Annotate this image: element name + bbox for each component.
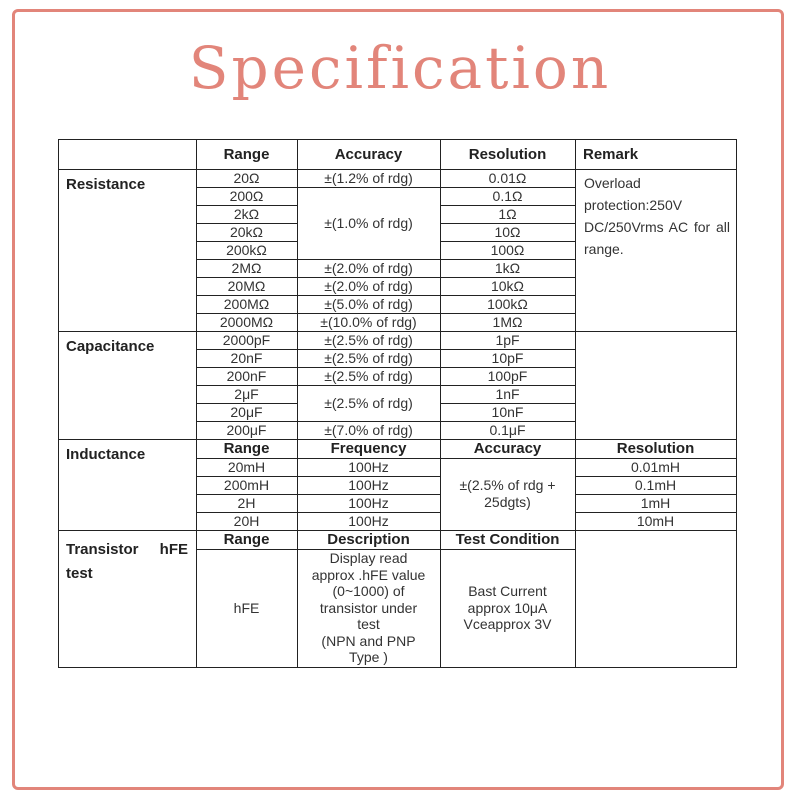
section-resistance: Resistance xyxy=(66,176,146,193)
resistance-range: 20kΩ xyxy=(229,223,264,240)
resistance-range: 20MΩ xyxy=(227,277,266,294)
capacitance-resolution: 10pF xyxy=(491,349,524,366)
resistance-accuracy: ±(5.0% of rdg) xyxy=(324,295,413,312)
capacitance-resolution: 0.1μF xyxy=(489,421,526,438)
capacitance-accuracy: ±(2.5% of rdg) xyxy=(324,349,413,366)
inductance-frequency: 100Hz xyxy=(348,494,389,511)
resistance-accuracy: ±(1.2% of rdg) xyxy=(324,169,413,186)
capacitance-range: 2μF xyxy=(234,385,259,402)
resistance-resolution: 0.01Ω xyxy=(488,169,527,186)
section-capacitance: Capacitance xyxy=(66,338,155,355)
inductance-resolution: 1mH xyxy=(640,494,671,511)
capacitance-accuracy: ±(2.5% of rdg) xyxy=(324,367,413,384)
transistor-range: hFE xyxy=(233,599,260,616)
capacitance-range: 20nF xyxy=(230,349,263,366)
capacitance-resolution: 100pF xyxy=(487,367,528,384)
resistance-range: 200MΩ xyxy=(223,295,270,312)
inductance-resolution: 0.1mH xyxy=(634,476,677,493)
capacitance-resolution: 1pF xyxy=(495,331,520,348)
inductance-range: 200mH xyxy=(223,476,270,493)
resistance-accuracy: ±(10.0% of rdg) xyxy=(320,313,417,330)
header-resolution: Resolution xyxy=(468,145,547,163)
transistor-description-line: Type ) xyxy=(349,649,388,666)
inductance-frequency: 100Hz xyxy=(348,458,389,475)
transistor-description-line: approx .hFE value xyxy=(311,566,426,583)
capacitance-range: 20μF xyxy=(230,403,263,420)
section-transistor: Transistor hFE test xyxy=(66,541,188,582)
inductance-frequency: 100Hz xyxy=(348,476,389,493)
remark-text: Overload protection:250V DC/250Vrms AC for all range. xyxy=(584,175,730,257)
transistor-description-line: test xyxy=(357,616,380,633)
resistance-accuracy: ±(2.0% of rdg) xyxy=(324,277,413,294)
resistance-resolution: 100kΩ xyxy=(487,295,528,312)
resistance-resolution: 10Ω xyxy=(494,223,521,240)
grid-line xyxy=(58,667,737,668)
inductance-header-resolution: Resolution xyxy=(616,440,695,457)
capacitance-accuracy: ±(2.5% of rdg) xyxy=(324,331,413,348)
transistor-description-line: transistor under xyxy=(319,599,418,616)
inductance-header-frequency: Frequency xyxy=(330,440,407,457)
resistance-range: 200Ω xyxy=(229,187,264,204)
resistance-resolution: 1Ω xyxy=(498,205,517,222)
resistance-range: 200kΩ xyxy=(226,241,267,258)
grid-line xyxy=(736,139,737,668)
section-inductance: Inductance xyxy=(66,446,146,463)
resistance-range: 2MΩ xyxy=(231,259,262,276)
transistor-condition-line: Bast Current xyxy=(468,583,547,600)
resistance-resolution: 100Ω xyxy=(490,241,525,258)
header-range: Range xyxy=(223,145,270,163)
transistor-description-line: (0~1000) of xyxy=(332,583,405,600)
inductance-header-accuracy: Accuracy xyxy=(473,440,542,457)
transistor-header-range: Range xyxy=(223,531,270,548)
resistance-resolution: 10kΩ xyxy=(490,277,525,294)
transistor-header-description: Description xyxy=(327,531,410,548)
capacitance-range: 2000pF xyxy=(222,331,271,348)
header-accuracy: Accuracy xyxy=(334,145,403,163)
inductance-range: 20mH xyxy=(227,458,266,475)
resistance-range: 2kΩ xyxy=(233,205,260,222)
resistance-resolution: 0.1Ω xyxy=(492,187,523,204)
transistor-description xyxy=(297,549,440,667)
inductance-resolution: 10mH xyxy=(636,512,675,529)
inductance-accuracy: ±(2.5% of rdg + 25dgts) xyxy=(459,477,556,510)
capacitance-accuracy: ±(7.0% of rdg) xyxy=(324,421,413,438)
transistor-condition-line: approx 10μA xyxy=(467,599,548,616)
inductance-header-range: Range xyxy=(223,440,270,457)
capacitance-resolution: 10nF xyxy=(491,403,524,420)
resistance-resolution: 1MΩ xyxy=(492,313,523,330)
transistor-description-line: (NPN and PNP xyxy=(321,632,416,649)
transistor-description-line: Display read xyxy=(329,550,408,567)
resistance-resolution: 1kΩ xyxy=(494,259,521,276)
transistor-header-condition: Test Condition xyxy=(455,531,560,548)
capacitance-range: 200μF xyxy=(226,421,267,438)
capacitance-range: 200nF xyxy=(226,367,267,384)
transistor-condition-line: Vceapprox 3V xyxy=(463,616,552,633)
inductance-resolution: 0.01mH xyxy=(630,458,681,475)
page-title: Specification xyxy=(188,34,612,102)
resistance-range: 2000MΩ xyxy=(219,313,274,330)
resistance-accuracy: ±(1.0% of rdg) xyxy=(324,214,413,231)
inductance-range: 2H xyxy=(237,494,256,511)
inductance-frequency: 100Hz xyxy=(348,512,389,529)
capacitance-accuracy: ±(2.5% of rdg) xyxy=(324,394,413,411)
resistance-range: 20Ω xyxy=(233,169,260,186)
header-remark: Remark xyxy=(583,145,639,163)
capacitance-resolution: 1nF xyxy=(495,385,520,402)
transistor-condition xyxy=(440,549,575,667)
inductance-range: 20H xyxy=(233,512,260,529)
resistance-accuracy: ±(2.0% of rdg) xyxy=(324,259,413,276)
